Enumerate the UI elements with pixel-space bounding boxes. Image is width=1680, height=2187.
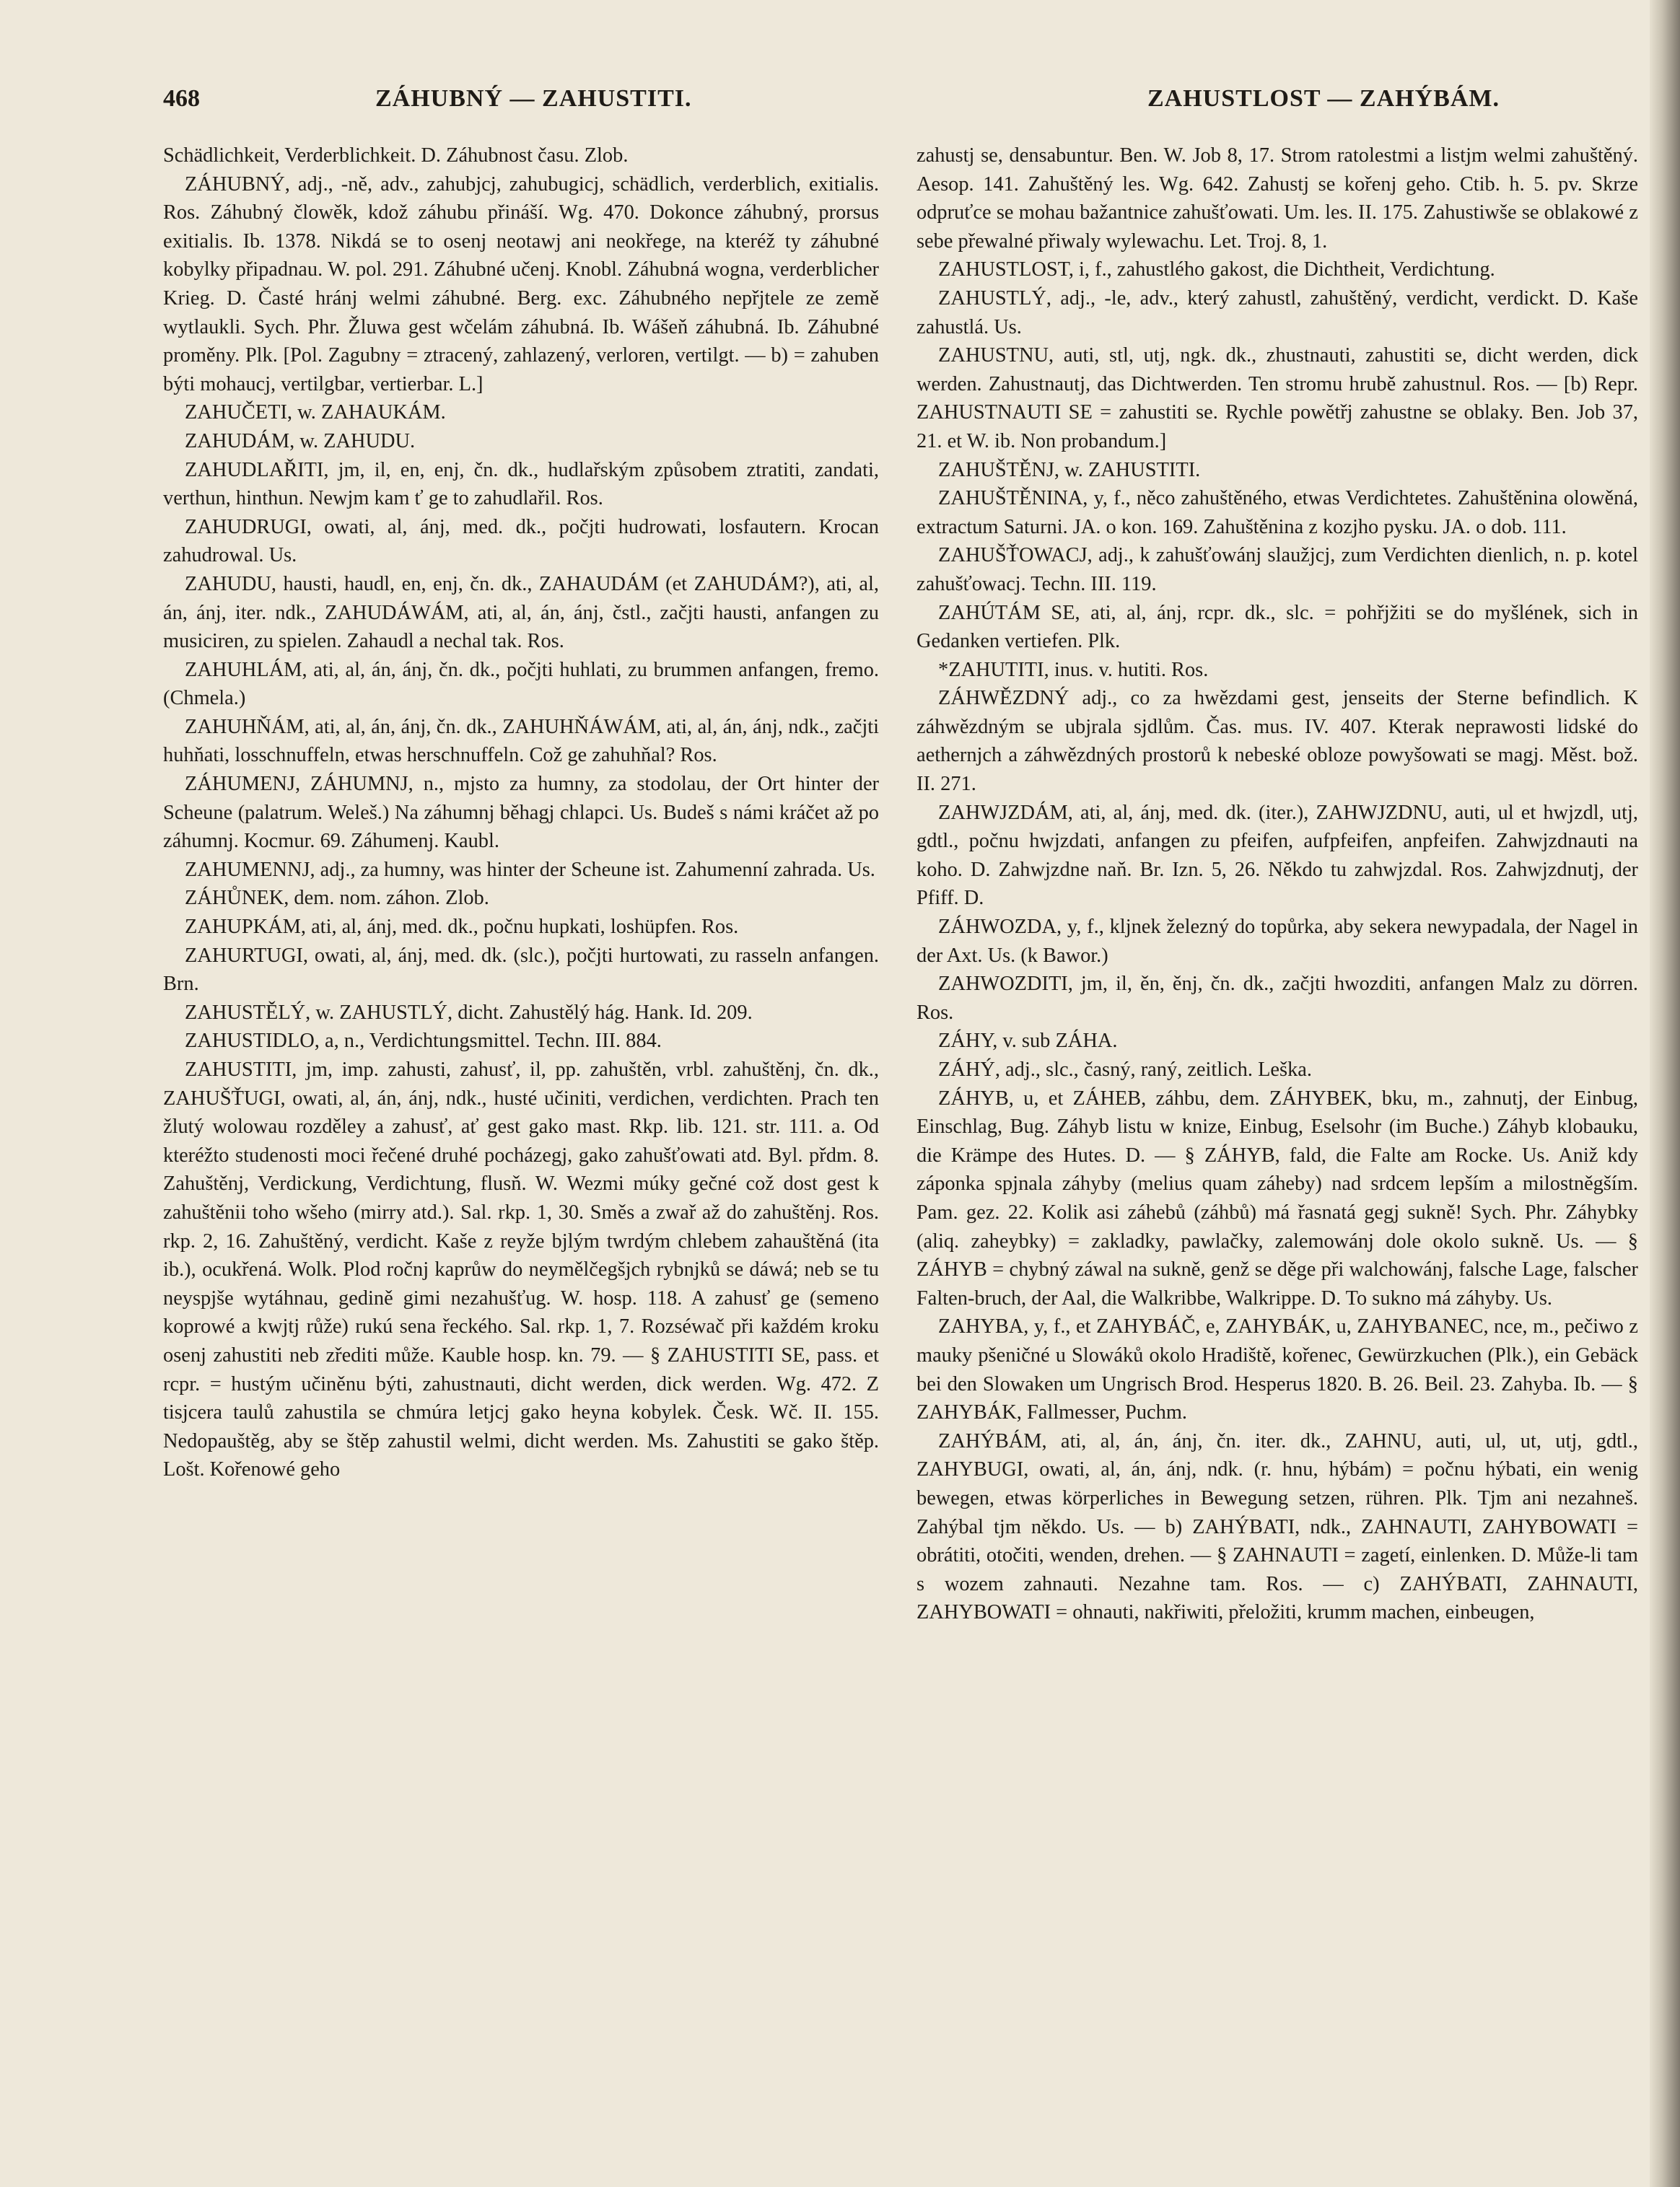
entry-zahustidlo: ZAHUSTIDLO, a, n., Verdichtungsmittel. Techn. III. 884.: [185, 1030, 662, 1053]
left-column: [163, 141, 879, 2155]
entry-zahurtugi: ZAHURTUGI, owati, al, ánj, med. dk. (slc.), počjti hurtowati, zu rasseln anfangen. Brn.: [163, 944, 879, 996]
entry-zahustiti: ZAHUSTITI, jm, imp. zahusti, zahusť, il, pp. zahuštěn, vrbl. zahuštěnj, čn. dk., ZAHUŠŤUGI, owati, al, án, ánj, ndk., husté učiniti, verdichen, verdichten. Prach ten žlutý wolowau rozděley a zahusť, ať gest gako mast. Rkp. lib. 121. str. 111. a. Od kteréžto studenosti moci řečené druhé pocházegj, gako zahušťowati atd. Byl. přdm. 8. Zahuštěnj, Verdickung, Verdichtung, flusň. W. Wezmi múky gečné což dost gest k zahuštěnii toho wšeho (mirry atd.). Sal. rkp. 1, 30. Směs a zwař až do zahuštěnj. Ros. rkp. 2, 16. Zahuštěný, verdicht. Kaše z reyže bjlým twrdým chlebem zahauštěná (ita ib.), ocukřená. Wolk. Plod ročnj kaprůw do neymělčegšjch rybnjků se dáwá; neb se tu neyspjše wytáhnau, gedině gimi nezahušťug. W. hosp. 118. A zahusť ge (semeno koprowé a kwjtj růže) rukú sena řeckého. Sal. rkp. 1, 7. Rozséwač při každém kroku osenj zahustiti neb zřediti může. Kauble hosp. kn. 79. — § ZAHUSTITI SE, pass. et rcpr. = hustým učiněnu býti, zahustnauti, dicht werden, dick werden. Wg. 472. Z tisjcera taulů zahustila se chmúra letjcj gako heyna kobylek. Česk. Wč. II. 155. Nedopauštěg, aby se štěp zahustil welmi, dicht werden. Ms. Zahustiti se gako štěp. Lošt. Kořenowé geho: [163, 1059, 879, 1481]
entry-zahuceti: ZAHUČETI, w. ZAHAUKÁM.: [185, 401, 446, 424]
entry-zahwozda: ZÁHWOZDA, y, f., kljnek železný do topůrka, aby sekera newypadala, der Nagel in der Axt. Us. (k Bawor.): [916, 916, 1638, 967]
entry-zahustlost: ZAHUSTLOST, i, f., zahustlého gakost, die Dichtheit, Verdichtung.: [938, 258, 1495, 281]
entry-zahyba: ZAHYBA, y, f., et ZAHYBÁČ, e, ZAHYBÁK, u, ZAHYBANEC, nce, m., pečiwo z mauky pšeničné u Slowáků okolo Hradiště, kořenec, Gewürzkuchen (Plk.), ein Gebäck bei den Slowaken um Ungrisch Brod. Hesperus 1820. B. 26. Beil. 23. Zahyba. Ib. — § ZAHYBÁK, Fallmesser, Puchm.: [916, 1315, 1638, 1424]
running-head-left: ZÁHUBNÝ — ZAHUSTITI.: [375, 85, 692, 112]
entry-zahwjzdam: ZAHWJZDÁM, ati, al, ánj, med. dk. (iter.), ZAHWJZDNU, auti, ul et hwjzdl, utj, gdtl., počnu hwjzdati, anfangen zu pfeifen, aufpfeifen, anpfeifen. Zahwjzdnauti na koho. D. Zahwjzdne naň. Br. Izn. 5, 26. Někdo tu zahwjzdal. Ros. Zahwjzdnutj, der Pfiff. D.: [916, 801, 1638, 910]
entry-zahunek: ZÁHŮNEK, dem. nom. záhon. Zlob.: [185, 887, 489, 910]
entry-continuation: zahustj se, densabuntur. Ben. W. Job 8, 17. Strom ratolestmi a listjm welmi zahuštěný. Aesop. 141. Zahuštěný les. Wg. 642. Zahustj se kořenj geho. Ctib. h. 5. pv. Skrze odpruťce se mohau bažantnice zahušťowati. Um. les. II. 175. Zahustiwše se oblakowé z sebe přewalné přiwaly wylewachu. Let. Troj. 8, 1.: [916, 144, 1638, 253]
entry-zahubny: ZÁHUBNÝ, adj., -ně, adv., zahubjcj, zahubugicj, schädlich, verderblich, exitialis. Ros. Záhubný člowěk, kdož záhubu přináší. Wg. 470. Dokonce záhubný, prorsus exitialis. Ib. 1378. Nikdá se to osenj neotawj ani neokřege, na kteréž ty záhubné kobylky připadnau. W. pol. 291. Záhubné učenj. Knobl. Záhubná wogna, verderblicher Krieg. D. Časté hránj welmi záhubné. Berg. exc. Záhubného nepřjtele ze země wytlaukli. Sych. Phr. Žluwa gest wčelám záhubná. Ib. Wášeň záhubná. Ib. Záhubné proměny. Plk. [Pol. Zagubny = ztracený, zahlazený, verloren, vertilgt. — b) = zahuben býti mohaucj, vertilgbar, vertierbar. L.]: [163, 172, 879, 395]
entry-zahuhlam: ZAHUHLÁM, ati, al, án, ánj, čn. dk., počjti huhlati, zu brummen anfangen, fremo. (Chmela.): [163, 658, 879, 710]
entry-zahumenj: ZÁHUMENJ, ZÁHUMNJ, n., mjsto za humny, za stodolau, der Ort hinter der Scheune (palatrum. Weleš.) Na záhumnj běhagj chlapci. Us. Budeš s námi kráčet až po záhumnj. Kocmur. 69. Záhumenj. Kaubl.: [163, 773, 879, 853]
page-gutter-shadow: [1650, 0, 1680, 2187]
entry-zahudam: ZAHUDÁM, w. ZAHUDU.: [185, 429, 416, 452]
running-head-right: ZAHUSTLOST — ZAHÝBÁM.: [1147, 85, 1500, 112]
entry-zahustowacj: ZAHUŠŤOWACJ, adj., k zahušťowánj slaužjcj, zum Verdichten dienlich, n. p. kotel zahušťowacj. Techn. III. 119.: [916, 544, 1638, 595]
entry-zahy-adj: ZÁHÝ, adj., slc., časný, raný, zeitlich. Leška.: [938, 1059, 1312, 1081]
entry-zahudu: ZAHUDU, hausti, haudl, en, enj, čn. dk., ZAHAUDÁM (et ZAHUDÁM?), ati, al, án, ánj, iter. ndk., ZAHUDÁWÁM, ati, al, án, ánj, čstl., začjti hausti, anfangen zu musiciren, zu spielen. Zahaudl a nechal tak. Ros.: [163, 572, 879, 653]
entry-zahutiti: *ZAHUTITI, inus. v. hutiti. Ros.: [938, 658, 1209, 681]
entry-zahwozditi: ZAHWOZDITI, jm, il, ěn, ěnj, čn. dk., začjti hwozditi, anfangen Malz zu dörren. Ros.: [916, 973, 1638, 1024]
entry-zahuhnam: ZAHUHŇÁM, ati, al, án, ánj, čn. dk., ZAHUHŇÁWÁM, ati, al, án, ánj, ndk., začjti huhňati, losschnuffeln, etwas herschnuffeln. Což ge zahuhňal? Ros.: [163, 715, 879, 767]
entry-continuation: Schädlichkeit, Verderblichkeit. D. Záhubnost času. Zlob.: [163, 144, 629, 167]
entry-zahy: ZÁHY, v. sub ZÁHA.: [938, 1030, 1118, 1053]
entry-zahudlariti: ZAHUDLAŘITI, jm, il, en, enj, čn. dk., hudlařským způsobem ztratiti, zandati, verthun, hinthun. Newjm kam ť ge to zahudlařil. Ros.: [163, 458, 879, 510]
entry-zahybam: ZAHÝBÁM, ati, al, án, ánj, čn. iter. dk., ZAHNU, auti, ul, ut, utj, gdtl., ZAHYBUGI, owati, al, án, ánj, ndk. (r. hnu, hýbám) = počnu hýbati, ein wenig bewegen, etwas körperliches in Bewegung setzen, rühren. Plk. Tjm ani nezahneš. Zahýbal tjm někdo. Us. — b) ZAHÝBATI, ndk., ZAHNAUTI, ZAHYBOWATI = obrátiti, otočiti, wenden, drehen. — § ZAHNAUTI = zagetí, einlenken. D. Může-li tam s wozem zahnauti. Nezahne tam. Ros. — c) ZAHÝBATI, ZAHNAUTI, ZAHYBOWATI = ohnauti, nakřiwiti, přeložiti, krumm machen, einbeugen,: [916, 1429, 1638, 1624]
entry-zahudrugi: ZAHUDRUGI, owati, al, ánj, med. dk., počjti hudrowati, losfautern. Krocan zahudrowal. Us.: [163, 515, 879, 567]
entry-zahustly: ZAHUSTLÝ, adj., -le, adv., který zahustl, zahuštěný, verdicht, verdickt. D. Kaše zahustlá. Us.: [916, 286, 1638, 338]
entry-zahustenina: ZAHUŠTĚNINA, y, f., něco zahuštěného, etwas Verdichtetes. Zahuštěnina olowěná, extractum Saturni. JA. o kon. 169. Zahuštěnina z kozjho pysku. JA. o dob. 111.: [916, 487, 1638, 538]
entry-zahupkam: ZAHUPKÁM, ati, al, ánj, med. dk., počnu hupkati, loshüpfen. Ros.: [185, 916, 739, 939]
page-number: 468: [163, 85, 200, 112]
entry-zahyb: ZÁHYB, u, et ZÁHEB, záhbu, dem. ZÁHYBEK, bku, m., zahnutj, der Einbug, Einschlag, Bug. Záhyb listu w knize, Einbug, Eselsohr (im Buche.) Záhyb klobauku, die Krämpe des Hutes. D. — § ZÁHYB, fald, die Falte am Rocke. Us. Aniž kdy záponka spjnala záhyby (melius quam záheby) nad srdcem lepším a milostněgším. Pam. gez. 22. Kolik asi záhebů (záhbů) má řasnatá gegj sukně! Sych. Phr. Záhybky (aliq. zaheybky) = zakladky, pawlačky, zalemowánj dole okolo sukně. Us. — § ZÁHYB = chybný záwal na sukně, genž se děge při walchowánj, falsche Lage, falscher Falten-bruch, der Aal, die Walkribbe, Walkrippe. D. To sukno má záhyby. Us.: [916, 1087, 1638, 1310]
right-column: [916, 141, 1638, 2155]
entry-zahustnu: ZAHUSTNU, auti, stl, utj, ngk. dk., zhustnauti, zahustiti se, dicht werden, dick werden. Zahustnautj, das Dichtwerden. Ten stromu hrubě zahustnul. Ros. — [b) Repr. ZAHUSTNAUTI SE = zahustiti se. Rychle powětřj zahustne se oblaky. Ben. Job 37, 21. et W. ib. Non probandum.]: [916, 344, 1638, 452]
entry-zahwezdny: ZÁHWĚZDNÝ adj., co za hwězdami gest, jenseits der Sterne befindlich. K záhwězdným se ubjrala sjdlům. Čas. mus. IV. 407. Kterak neprawosti lidské do aethernjch a záhwězdných prostorů k nebeské obloze powyšowati se magj. Měst. bož. II. 271.: [916, 687, 1638, 796]
entry-zahustenj: ZAHUŠTĚNJ, w. ZAHUSTITI.: [938, 458, 1201, 481]
entry-zahusteły: ZAHUSTĚLÝ, w. ZAHUSTLÝ, dicht. Zahustělý hág. Hank. Id. 209.: [185, 1001, 753, 1024]
entry-zahutam-se: ZAHÚTÁM SE, ati, al, ánj, rcpr. dk., slc. = pohřjžiti se do myšlének, sich in Gedanken vertiefen. Plk.: [916, 601, 1638, 653]
entry-zahumennj: ZAHUMENNJ, adj., za humny, was hinter der Scheune ist. Zahumenní zahrada. Us.: [185, 858, 875, 881]
